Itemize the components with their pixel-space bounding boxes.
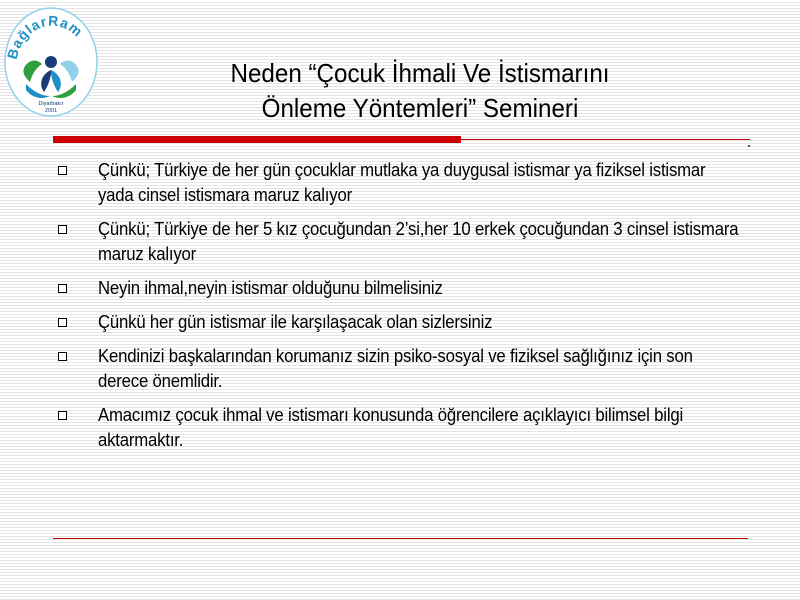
square-bullet-icon xyxy=(58,318,67,327)
bullet-text: Neyin ihmal,neyin istismar olduğunu bilmelisiniz xyxy=(98,278,443,298)
logo-arc-text: BağlarRam xyxy=(3,12,87,61)
logo-year: 2001 xyxy=(44,108,58,114)
list-item xyxy=(53,217,753,267)
square-bullet-icon xyxy=(58,352,67,361)
logo-sub-text: Diyarbakır xyxy=(38,101,64,107)
square-bullet-icon xyxy=(58,225,67,234)
hands-logo-icon xyxy=(2,4,100,122)
bullet-text: Çünkü; Türkiye de her gün çocuklar mutlaka ya duygusal istismar ya fiziksel istismar yada cinsel istismara maruz kalıyor xyxy=(98,160,706,205)
square-bullet-icon xyxy=(58,166,67,175)
footer-divider xyxy=(53,538,748,539)
list-item xyxy=(53,344,753,394)
list-item xyxy=(53,310,753,335)
title-divider-thick xyxy=(53,136,461,143)
square-bullet-icon xyxy=(58,284,67,293)
slide-title-line-2: Önleme Yöntemleri” Semineri xyxy=(261,93,579,123)
slide-title-line-1: Neden “Çocuk İhmali Ve İstismarını xyxy=(230,58,610,88)
list-item xyxy=(53,403,753,453)
list-item xyxy=(53,276,753,301)
bullet-text: Çünkü her gün istismar ile karşılaşacak olan sizlersiniz xyxy=(98,312,493,332)
logo xyxy=(2,4,100,122)
slide-title xyxy=(169,56,671,126)
square-bullet-icon xyxy=(58,411,67,420)
bullet-text: Kendinizi başkalarından korumanız sizin psiko-sosyal ve fiziksel sağlığınız için son derece önemlidir. xyxy=(98,346,693,391)
list-item xyxy=(53,158,753,208)
bullet-list xyxy=(53,158,753,462)
bullet-text: Çünkü; Türkiye de her 5 kız çocuğundan 2’si,her 10 erkek çocuğundan 3 cinsel istismara maruz kalıyor xyxy=(98,219,739,264)
title-divider-tick xyxy=(748,145,750,147)
bullet-text: Amacımız çocuk ihmal ve istismarı konusunda öğrencilere açıklayıcı bilimsel bilgi aktarmaktır. xyxy=(98,405,684,450)
